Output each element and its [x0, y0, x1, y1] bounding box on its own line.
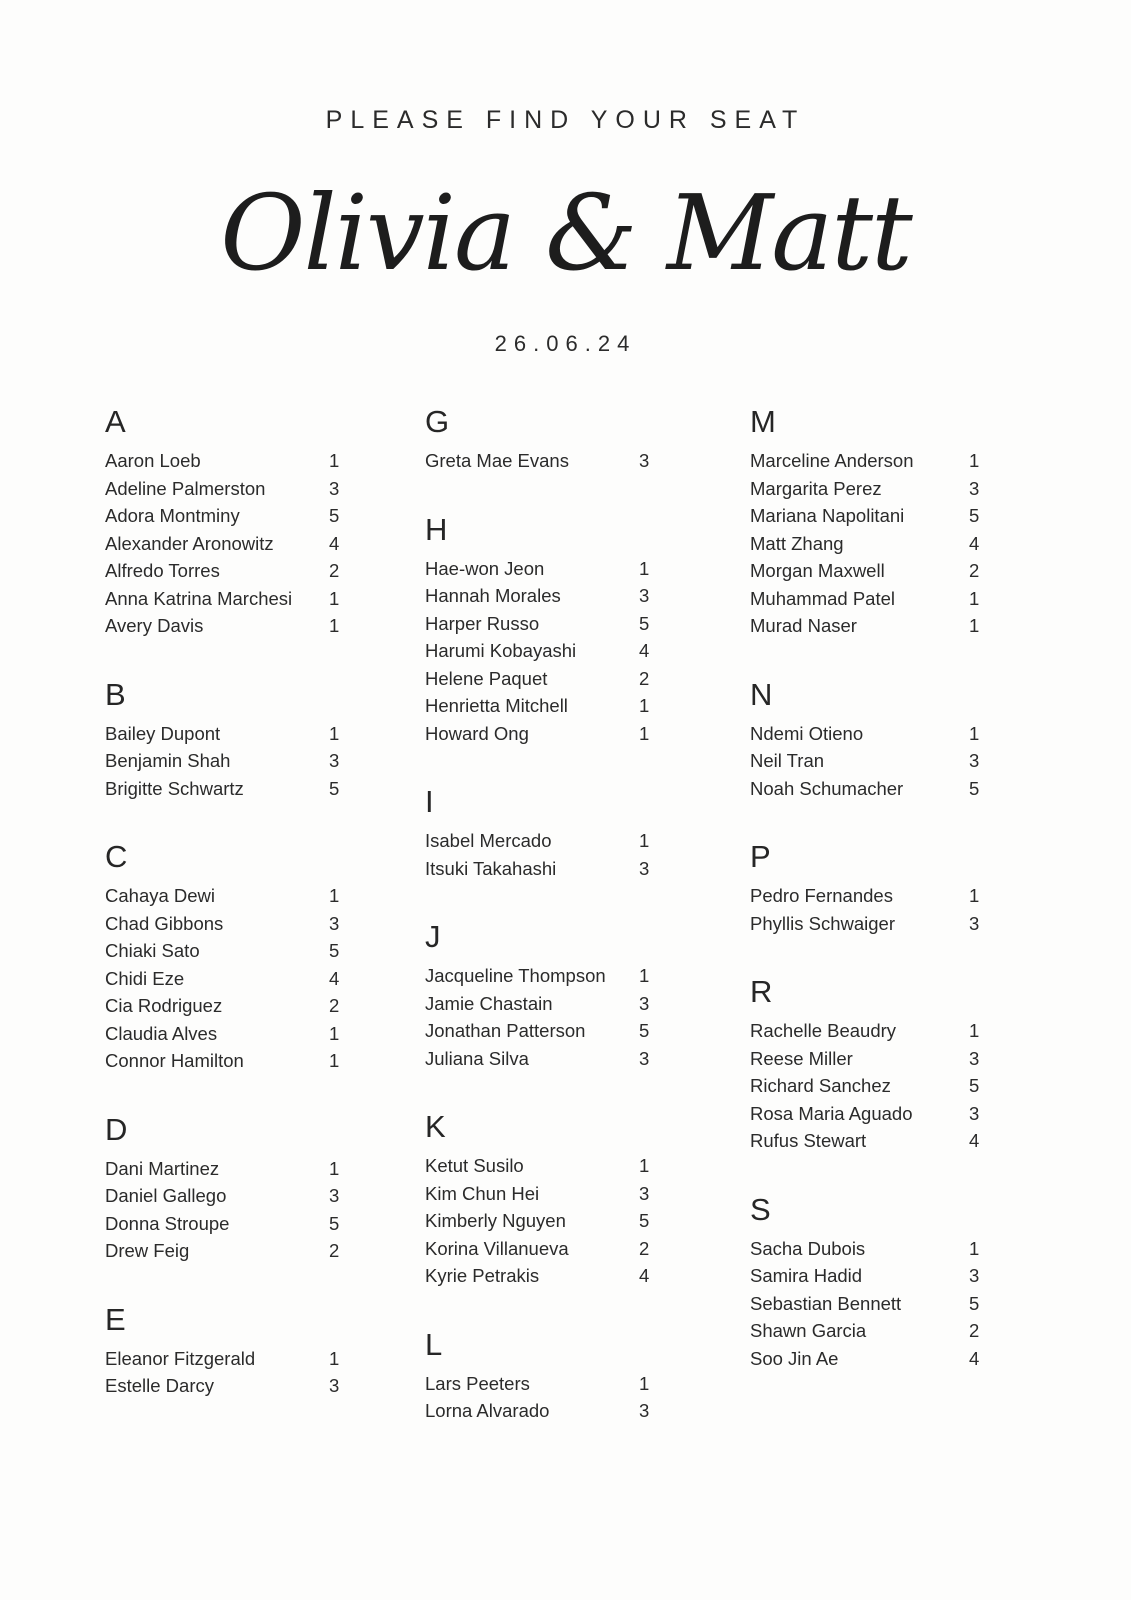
table-number: 5	[969, 1075, 980, 1096]
table-number: 3	[639, 992, 650, 1014]
table-number: 1	[639, 695, 650, 716]
table-number: 1	[329, 450, 340, 471]
table-number: 1	[329, 885, 340, 906]
letter-section-p	[750, 840, 985, 937]
guest-name: Rachelle Beaudry	[750, 1020, 897, 1041]
table-number: 1	[639, 1155, 650, 1176]
guest-name: Richard Sanchez	[750, 1075, 891, 1096]
guest-row	[105, 612, 345, 640]
guest-row	[105, 1155, 345, 1183]
guest-row	[105, 447, 345, 475]
section-letter: N	[750, 676, 773, 712]
table-number: 3	[639, 1182, 650, 1204]
guest-name: Adeline Palmerston	[105, 477, 266, 499]
guest-name: Rosa Maria Aguado	[750, 1102, 913, 1124]
table-number: 2	[969, 560, 980, 581]
guest-row	[750, 612, 985, 640]
guest-name: Claudia Alves	[105, 1022, 218, 1044]
guest-row	[750, 1262, 985, 1290]
guest-row	[750, 1100, 985, 1128]
guest-name: Reese Miller	[750, 1047, 853, 1069]
letter-section-k	[425, 1110, 655, 1290]
guest-row	[750, 1017, 985, 1045]
table-number: 3	[639, 1400, 650, 1421]
table-number: 3	[969, 477, 980, 499]
guest-row	[750, 1235, 985, 1263]
guest-row	[750, 502, 985, 530]
letter-section-d	[105, 1113, 345, 1265]
guest-row	[105, 1210, 345, 1238]
section-letter: J	[425, 919, 441, 954]
table-number: 1	[329, 722, 340, 744]
guest-name: Estelle Darcy	[105, 1375, 214, 1396]
guest-name: Shawn Garcia	[750, 1320, 867, 1341]
table-number: 2	[969, 1320, 980, 1341]
section-letter: M	[750, 404, 776, 439]
section-letter: D	[105, 1111, 128, 1147]
guest-row	[425, 1152, 655, 1180]
guest-name: Rufus Stewart	[750, 1130, 867, 1151]
guest-row	[750, 1290, 985, 1318]
guest-row	[425, 582, 655, 610]
guest-row	[105, 882, 345, 910]
table-number: 1	[329, 1022, 340, 1044]
guest-row	[105, 1020, 345, 1048]
table-number: 3	[329, 912, 340, 934]
guest-row	[750, 1045, 985, 1073]
guest-row	[105, 1345, 345, 1373]
letter-section-h	[425, 513, 655, 748]
guest-name: Jonathan Patterson	[425, 1020, 586, 1041]
table-number: 3	[639, 450, 650, 471]
letter-section-c	[105, 840, 345, 1075]
guest-row	[425, 827, 655, 855]
guest-name: Howard Ong	[425, 722, 529, 744]
guest-name: Eleanor Fitzgerald	[105, 1347, 256, 1369]
guest-row	[750, 530, 985, 558]
table-number: 4	[329, 532, 340, 554]
guest-name: Ketut Susilo	[425, 1155, 524, 1176]
table-number: 3	[329, 750, 340, 771]
couple-names-script: Olivia & Matt	[220, 172, 911, 294]
guest-row	[105, 965, 345, 993]
guest-row	[750, 557, 985, 585]
guest-columns	[105, 405, 1131, 1463]
section-letter: B	[105, 676, 126, 712]
section-letter: H	[425, 511, 448, 547]
guest-row	[750, 585, 985, 613]
letter-section-i	[425, 785, 655, 882]
section-letter: G	[425, 404, 450, 439]
guest-name: Pedro Fernandes	[750, 885, 893, 906]
guest-name: Cahaya Dewi	[105, 885, 216, 906]
guest-name: Brigitte Schwartz	[105, 777, 244, 799]
guest-row	[750, 882, 985, 910]
section-letter: L	[425, 1326, 443, 1362]
letter-section-r	[750, 975, 985, 1155]
guest-row	[750, 1127, 985, 1155]
guest-name: Jacqueline Thompson	[425, 965, 606, 986]
guest-name: Phyllis Schwaiger	[750, 912, 895, 934]
guest-row	[425, 637, 655, 665]
guest-name: Margarita Perez	[750, 477, 882, 499]
letter-section-l	[425, 1328, 655, 1425]
guest-row	[425, 665, 655, 693]
section-letter: R	[750, 974, 773, 1009]
table-number: 5	[639, 612, 650, 634]
guest-name: Donna Stroupe	[105, 1212, 230, 1234]
guest-name: Isabel Mercado	[425, 830, 552, 851]
guest-row	[105, 910, 345, 938]
guest-name: Lars Peeters	[425, 1372, 530, 1394]
table-number: 3	[639, 857, 650, 879]
guest-name: Morgan Maxwell	[750, 560, 885, 581]
guest-name: Muhammad Patel	[750, 587, 895, 609]
guest-row	[105, 747, 345, 775]
table-number: 1	[969, 450, 980, 471]
table-number: 5	[329, 505, 340, 526]
table-number: 3	[329, 1375, 340, 1396]
guest-name: Neil Tran	[750, 750, 825, 771]
guest-name: Alexander Aronowitz	[105, 532, 274, 554]
guest-name: Avery Davis	[105, 615, 204, 636]
guest-name: Chidi Eze	[105, 967, 185, 989]
guest-row	[105, 720, 345, 748]
table-number: 2	[639, 1237, 650, 1259]
guest-name: Matt Zhang	[750, 532, 844, 554]
guest-name: Kim Chun Hei	[425, 1182, 540, 1204]
guest-column	[105, 405, 345, 1438]
guest-name: Itsuki Takahashi	[425, 857, 557, 879]
guest-row	[425, 1262, 655, 1290]
guest-name: Cia Rodriguez	[105, 995, 223, 1016]
guest-row	[425, 1397, 655, 1425]
table-number: 3	[329, 477, 340, 499]
guest-row	[105, 475, 345, 503]
section-letter: E	[105, 1301, 126, 1337]
guest-row	[425, 990, 655, 1018]
table-number: 5	[329, 940, 340, 961]
instruction-title: PLEASE FIND YOUR SEAT	[325, 106, 806, 134]
table-number: 1	[969, 722, 980, 744]
guest-row	[425, 1370, 655, 1398]
guest-row	[105, 992, 345, 1020]
guest-name: Hae-won Jeon	[425, 557, 545, 579]
table-number: 5	[639, 1020, 650, 1041]
table-number: 2	[639, 667, 650, 689]
guest-name: Marceline Anderson	[750, 450, 914, 471]
table-number: 4	[969, 1347, 980, 1369]
guest-row	[425, 1180, 655, 1208]
guest-name: Dani Martinez	[105, 1157, 220, 1179]
guest-row	[750, 1072, 985, 1100]
guest-row	[105, 530, 345, 558]
wedding-date: 26.06.24	[494, 331, 637, 356]
guest-row	[425, 1017, 655, 1045]
table-number: 3	[969, 1102, 980, 1124]
letter-section-b	[105, 678, 345, 803]
table-number: 1	[329, 1050, 340, 1071]
table-number: 5	[329, 1212, 340, 1234]
guest-name: Juliana Silva	[425, 1047, 529, 1069]
section-letter: K	[425, 1109, 446, 1144]
section-letter: A	[105, 404, 126, 439]
table-number: 1	[329, 1157, 340, 1179]
table-number: 1	[329, 615, 340, 636]
guest-name: Sebastian Bennett	[750, 1292, 902, 1314]
guest-name: Henrietta Mitchell	[425, 695, 568, 716]
table-number: 1	[639, 830, 650, 851]
guest-name: Soo Jin Ae	[750, 1347, 839, 1369]
guest-name: Harper Russo	[425, 612, 540, 634]
letter-section-s	[750, 1193, 985, 1373]
letter-section-j	[425, 920, 655, 1072]
table-number: 1	[969, 885, 980, 906]
guest-column	[750, 405, 985, 1410]
guest-name: Jamie Chastain	[425, 992, 553, 1014]
guest-name: Sacha Dubois	[750, 1237, 866, 1259]
table-number: 4	[639, 1265, 650, 1286]
letter-section-e	[105, 1303, 345, 1400]
guest-name: Chad Gibbons	[105, 912, 224, 934]
table-number: 4	[639, 640, 650, 661]
guest-row	[105, 1237, 345, 1265]
section-letter: I	[425, 784, 434, 819]
guest-name: Kimberly Nguyen	[425, 1210, 566, 1231]
guest-name: Samira Hadid	[750, 1265, 863, 1286]
guest-row	[750, 1345, 985, 1373]
table-number: 3	[329, 1185, 340, 1206]
guest-name: Helene Paquet	[425, 667, 548, 689]
letter-section-a	[105, 405, 345, 640]
guest-row	[105, 502, 345, 530]
table-number: 1	[639, 557, 650, 579]
table-number: 1	[329, 1347, 340, 1369]
guest-name: Lorna Alvarado	[425, 1400, 550, 1421]
table-number: 4	[329, 967, 340, 989]
guest-row	[425, 1235, 655, 1263]
table-number: 1	[639, 722, 650, 744]
guest-name: Greta Mae Evans	[425, 450, 569, 471]
table-number: 5	[639, 1210, 650, 1231]
guest-row	[425, 962, 655, 990]
guest-row	[750, 447, 985, 475]
letter-section-g	[425, 405, 655, 475]
guest-row	[750, 1317, 985, 1345]
guest-name: Mariana Napolitani	[750, 505, 905, 526]
guest-row	[750, 747, 985, 775]
guest-row	[425, 1207, 655, 1235]
letter-section-n	[750, 678, 985, 803]
table-number: 3	[969, 1047, 980, 1069]
table-number: 4	[969, 1130, 980, 1151]
table-number: 1	[969, 587, 980, 609]
guest-row	[105, 1182, 345, 1210]
guest-row	[425, 447, 655, 475]
guest-column	[425, 405, 655, 1463]
guest-name: Murad Naser	[750, 615, 857, 636]
guest-name: Chiaki Sato	[105, 940, 200, 961]
guest-name: Ndemi Otieno	[750, 722, 864, 744]
guest-name: Bailey Dupont	[105, 722, 221, 744]
guest-row	[105, 557, 345, 585]
guest-name: Harumi Kobayashi	[425, 640, 577, 661]
table-number: 1	[639, 1372, 650, 1394]
table-number: 1	[969, 615, 980, 636]
section-letter: C	[105, 839, 128, 874]
guest-row	[750, 475, 985, 503]
table-number: 1	[969, 1020, 980, 1041]
guest-name: Anna Katrina Marchesi	[105, 587, 293, 609]
guest-name: Korina Villanueva	[425, 1237, 569, 1259]
guest-row	[750, 910, 985, 938]
guest-row	[425, 1045, 655, 1073]
guest-row	[425, 610, 655, 638]
section-letter: P	[750, 839, 771, 874]
guest-name: Adora Montminy	[105, 505, 240, 526]
letter-section-m	[750, 405, 985, 640]
guest-row	[750, 720, 985, 748]
table-number: 3	[969, 912, 980, 934]
guest-row	[425, 855, 655, 883]
guest-row	[750, 775, 985, 803]
table-number: 1	[329, 587, 340, 609]
table-number: 2	[329, 560, 340, 581]
guest-row	[105, 1047, 345, 1075]
guest-name: Benjamin Shah	[105, 750, 231, 771]
table-number: 2	[329, 1240, 340, 1261]
table-number: 3	[639, 585, 650, 606]
guest-row	[425, 692, 655, 720]
table-number: 3	[969, 1265, 980, 1286]
guest-name: Daniel Gallego	[105, 1185, 227, 1206]
table-number: 5	[329, 777, 340, 799]
guest-name: Aaron Loeb	[105, 450, 201, 471]
table-number: 3	[639, 1047, 650, 1069]
guest-row	[105, 775, 345, 803]
guest-name: Alfredo Torres	[105, 560, 220, 581]
table-number: 2	[329, 995, 340, 1016]
guest-row	[105, 1372, 345, 1400]
guest-name: Hannah Morales	[425, 585, 561, 606]
guest-row	[105, 937, 345, 965]
table-number: 5	[969, 777, 980, 799]
guest-row	[425, 720, 655, 748]
guest-row	[105, 585, 345, 613]
guest-name: Kyrie Petrakis	[425, 1265, 540, 1286]
table-number: 5	[969, 505, 980, 526]
chart-header	[0, 0, 1131, 357]
table-number: 5	[969, 1292, 980, 1314]
guest-name: Noah Schumacher	[750, 777, 904, 799]
table-number: 4	[969, 532, 980, 554]
table-number: 3	[969, 750, 980, 771]
table-number: 1	[969, 1237, 980, 1259]
table-number: 1	[639, 965, 650, 986]
guest-name: Drew Feig	[105, 1240, 190, 1261]
guest-row	[425, 555, 655, 583]
section-letter: S	[750, 1191, 771, 1227]
guest-name: Connor Hamilton	[105, 1050, 244, 1071]
